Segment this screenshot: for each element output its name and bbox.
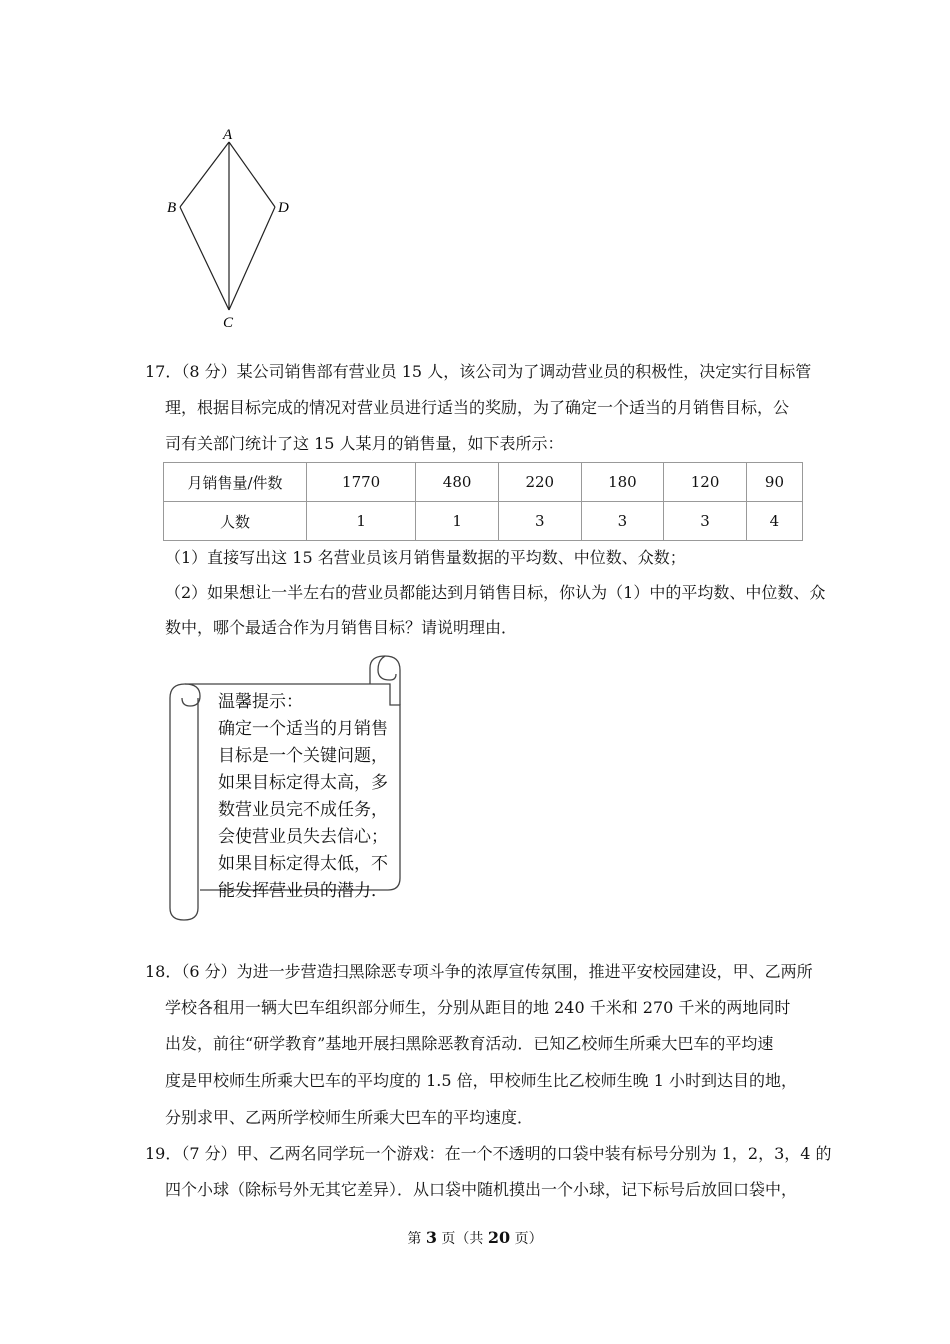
q17-sub2-line-1: （2）如果想让一半左右的营业员都能达到月销售目标，你认为（1）中的平均数、中位数、众 xyxy=(165,583,826,602)
hint-line-2: 确定一个适当的月销售 xyxy=(218,719,388,739)
footer-post: 页） xyxy=(510,1231,543,1247)
hint-line-5: 数营业员完不成任务， xyxy=(218,800,388,820)
q17-line-3: 司有关部门统计了这 15 人某月的销售量，如下表所示： xyxy=(165,434,564,453)
table-row-sales xyxy=(164,463,803,502)
hint-line-3: 目标是一个关键问题， xyxy=(218,746,388,766)
table-cell: 220 xyxy=(498,463,581,502)
table-cell: 1770 xyxy=(307,463,416,502)
table-cell: 3 xyxy=(498,502,581,541)
q18-line-1 xyxy=(145,962,813,982)
table-header-cell: 月销售量/件数 xyxy=(164,463,307,502)
vertex-label-a: A xyxy=(223,127,233,143)
edge-ad xyxy=(229,142,275,207)
q18-line-5: 分别求甲、乙两所学校师生所乘大巴车的平均速度． xyxy=(165,1108,534,1127)
table-header-cell: 人数 xyxy=(164,502,307,541)
q19-score: （7 分） xyxy=(181,1144,237,1163)
q18-number: 18． xyxy=(145,962,182,981)
q18-score: （6 分） xyxy=(181,962,237,981)
vertex-label-b: B xyxy=(167,200,177,216)
hint-line-7: 如果目标定得太低，不 xyxy=(218,854,388,874)
table-cell: 3 xyxy=(581,502,664,541)
edge-bc xyxy=(180,207,229,310)
sales-table xyxy=(163,462,803,541)
q19-text-1: 甲、乙两名同学玩一个游戏：在一个不透明的口袋中装有标号分别为 1，2，3，4 的 xyxy=(236,1144,832,1163)
q17-line-2: 理，根据目标完成的情况对营业员进行适当的奖励，为了确定一个适当的月销售目标，公 xyxy=(165,398,790,417)
table-cell: 4 xyxy=(746,502,802,541)
footer-page-number: 3 xyxy=(425,1228,437,1247)
q17-text-1: 某公司销售部有营业员 15 人，该公司为了调动营业员的积极性，决定实行目标管 xyxy=(236,362,812,381)
hint-line-4: 如果目标定得太高，多 xyxy=(218,773,388,793)
table-cell: 480 xyxy=(416,463,499,502)
table-cell: 1 xyxy=(307,502,416,541)
q17-score: （8 分） xyxy=(181,362,237,381)
edge-dc xyxy=(229,207,275,310)
footer-total-pages: 20 xyxy=(487,1228,511,1247)
q18-line-4: 度是甲校师生所乘大巴车的平均度的 1.5 倍，甲校师生比乙校师生晚 1 小时到达目的地， xyxy=(165,1071,797,1090)
hint-line-6: 会使营业员失去信心； xyxy=(218,827,388,847)
vertex-label-c: C xyxy=(223,315,234,331)
vertex-label-d: D xyxy=(278,200,289,216)
q18-text-1: 为进一步营造扫黑除恶专项斗争的浓厚宣传氛围，推进平安校园建设，甲、乙两所 xyxy=(236,962,813,981)
kite-figure xyxy=(160,122,300,332)
q17-number: 17． xyxy=(145,362,182,381)
q19-line-2: 四个小球（除标号外无其它差异）．从口袋中随机摸出一个小球，记下标号后放回口袋中， xyxy=(165,1180,798,1199)
table-cell: 120 xyxy=(664,463,747,502)
q17-sub1: （1）直接写出这 15 名营业员该月销售量数据的平均数、中位数、众数； xyxy=(165,548,686,567)
footer-pre: 第 xyxy=(407,1231,426,1247)
hint-line-8: 能发挥营业员的潜力． xyxy=(218,881,388,901)
table-row-people xyxy=(164,502,803,541)
hint-line-1: 温馨提示： xyxy=(218,692,303,712)
table-cell: 3 xyxy=(664,502,747,541)
table-cell: 180 xyxy=(581,463,664,502)
q19-line-1 xyxy=(145,1144,832,1164)
footer-mid: 页（共 xyxy=(436,1231,488,1247)
q19-number: 19． xyxy=(145,1144,182,1163)
q17-line-1 xyxy=(145,362,811,382)
q17-sub2-line-2: 数中，哪个最适合作为月销售目标？请说明理由． xyxy=(165,618,518,637)
table-cell: 90 xyxy=(746,463,802,502)
q18-line-2: 学校各租用一辆大巴车组织部分师生，分别从距目的地 240 千米和 270 千米的两地同时 xyxy=(165,998,791,1017)
table-cell: 1 xyxy=(416,502,499,541)
page-footer xyxy=(0,1228,950,1248)
q18-line-3: 出发，前往“研学教育”基地开展扫黑除恶教育活动．已知乙校师生所乘大巴车的平均速 xyxy=(165,1034,774,1053)
edge-ab xyxy=(180,142,229,207)
